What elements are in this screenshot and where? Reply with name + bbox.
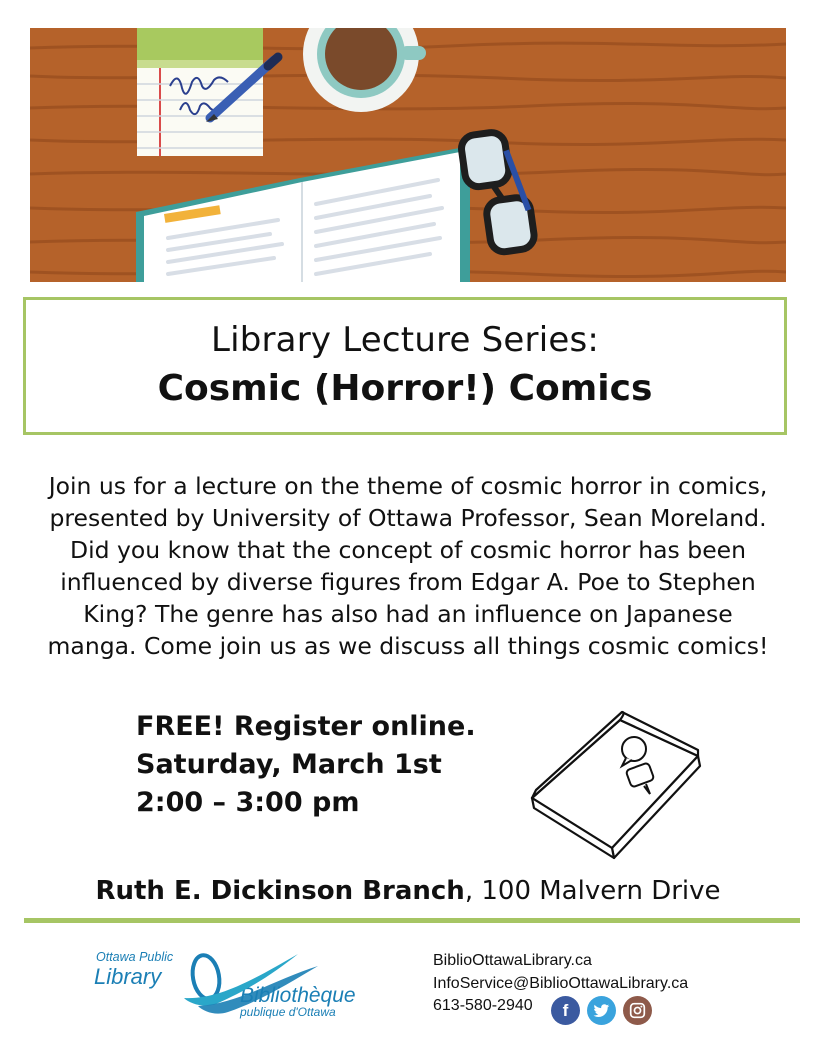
branch-address: , 100 Malvern Drive xyxy=(464,876,721,906)
event-description xyxy=(10,470,806,662)
description-line: Join us for a lecture on the theme of cosmic horror in comics, xyxy=(48,472,768,500)
description-line: influenced by diverse figures from Edgar A. Poe to Stephen xyxy=(60,568,756,596)
twitter-bird-icon xyxy=(593,1004,610,1018)
event-time: 2:00 – 3:00 pm xyxy=(136,787,360,818)
series-title: Library Lecture Series: xyxy=(210,320,600,360)
twitter-icon[interactable] xyxy=(587,996,616,1025)
event-details xyxy=(136,708,476,822)
description-line: Did you know that the concept of cosmic horror has been xyxy=(69,536,746,564)
description-line: presented by University of Ottawa Professor, Sean Moreland. xyxy=(49,504,767,532)
logo-text: publique d'Ottawa xyxy=(240,1005,336,1019)
website-link[interactable]: BiblioOttawaLibrary.ca xyxy=(433,952,592,969)
title-box xyxy=(23,297,787,435)
phone-number: 613-580-2940 xyxy=(433,997,533,1014)
description-line: King? The genre has also had an influence on Japanese xyxy=(83,600,733,628)
branch-name: Ruth E. Dickinson Branch xyxy=(95,876,465,906)
facebook-glyph: f xyxy=(562,1000,569,1020)
comic-book-icon xyxy=(522,700,712,860)
registration-info: FREE! Register online. xyxy=(136,711,476,742)
logo-text: Bibliothèque xyxy=(240,984,356,1007)
event-location xyxy=(0,876,816,906)
logo-text: Library xyxy=(94,964,162,989)
ottawa-public-library-logo xyxy=(88,944,398,1026)
event-date: Saturday, March 1st xyxy=(136,749,442,780)
lecture-title: Cosmic (Horror!) Comics xyxy=(157,368,653,409)
instagram-icon[interactable] xyxy=(623,996,652,1025)
divider xyxy=(24,918,800,923)
banner-illustration xyxy=(30,28,786,282)
logo-text: Ottawa Public xyxy=(96,950,174,964)
email-link[interactable]: InfoService@BiblioOttawaLibrary.ca xyxy=(433,974,689,992)
instagram-camera-icon xyxy=(629,1002,646,1019)
description-line: manga. Come join us as we discuss all things cosmic comics! xyxy=(47,632,769,660)
facebook-icon[interactable] xyxy=(551,996,580,1025)
social-links xyxy=(551,996,652,1025)
